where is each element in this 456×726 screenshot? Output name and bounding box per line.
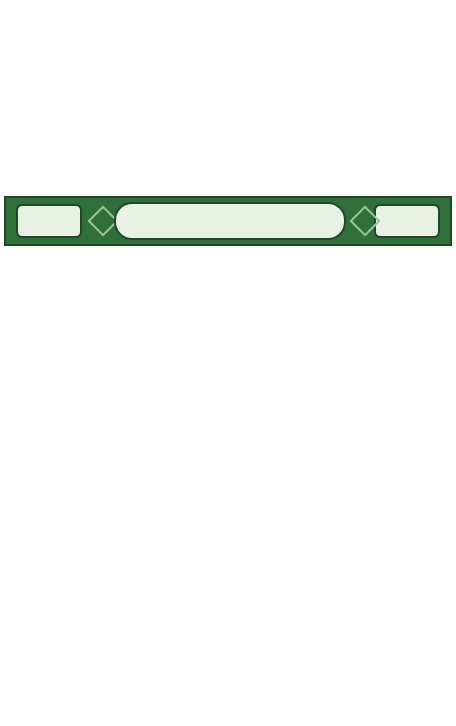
surah-header-banner: [4, 196, 452, 246]
basmala: [4, 252, 452, 288]
surah-title: [114, 202, 346, 240]
surah-order-box: [374, 204, 440, 238]
surah-verse-count-box: [16, 204, 82, 238]
